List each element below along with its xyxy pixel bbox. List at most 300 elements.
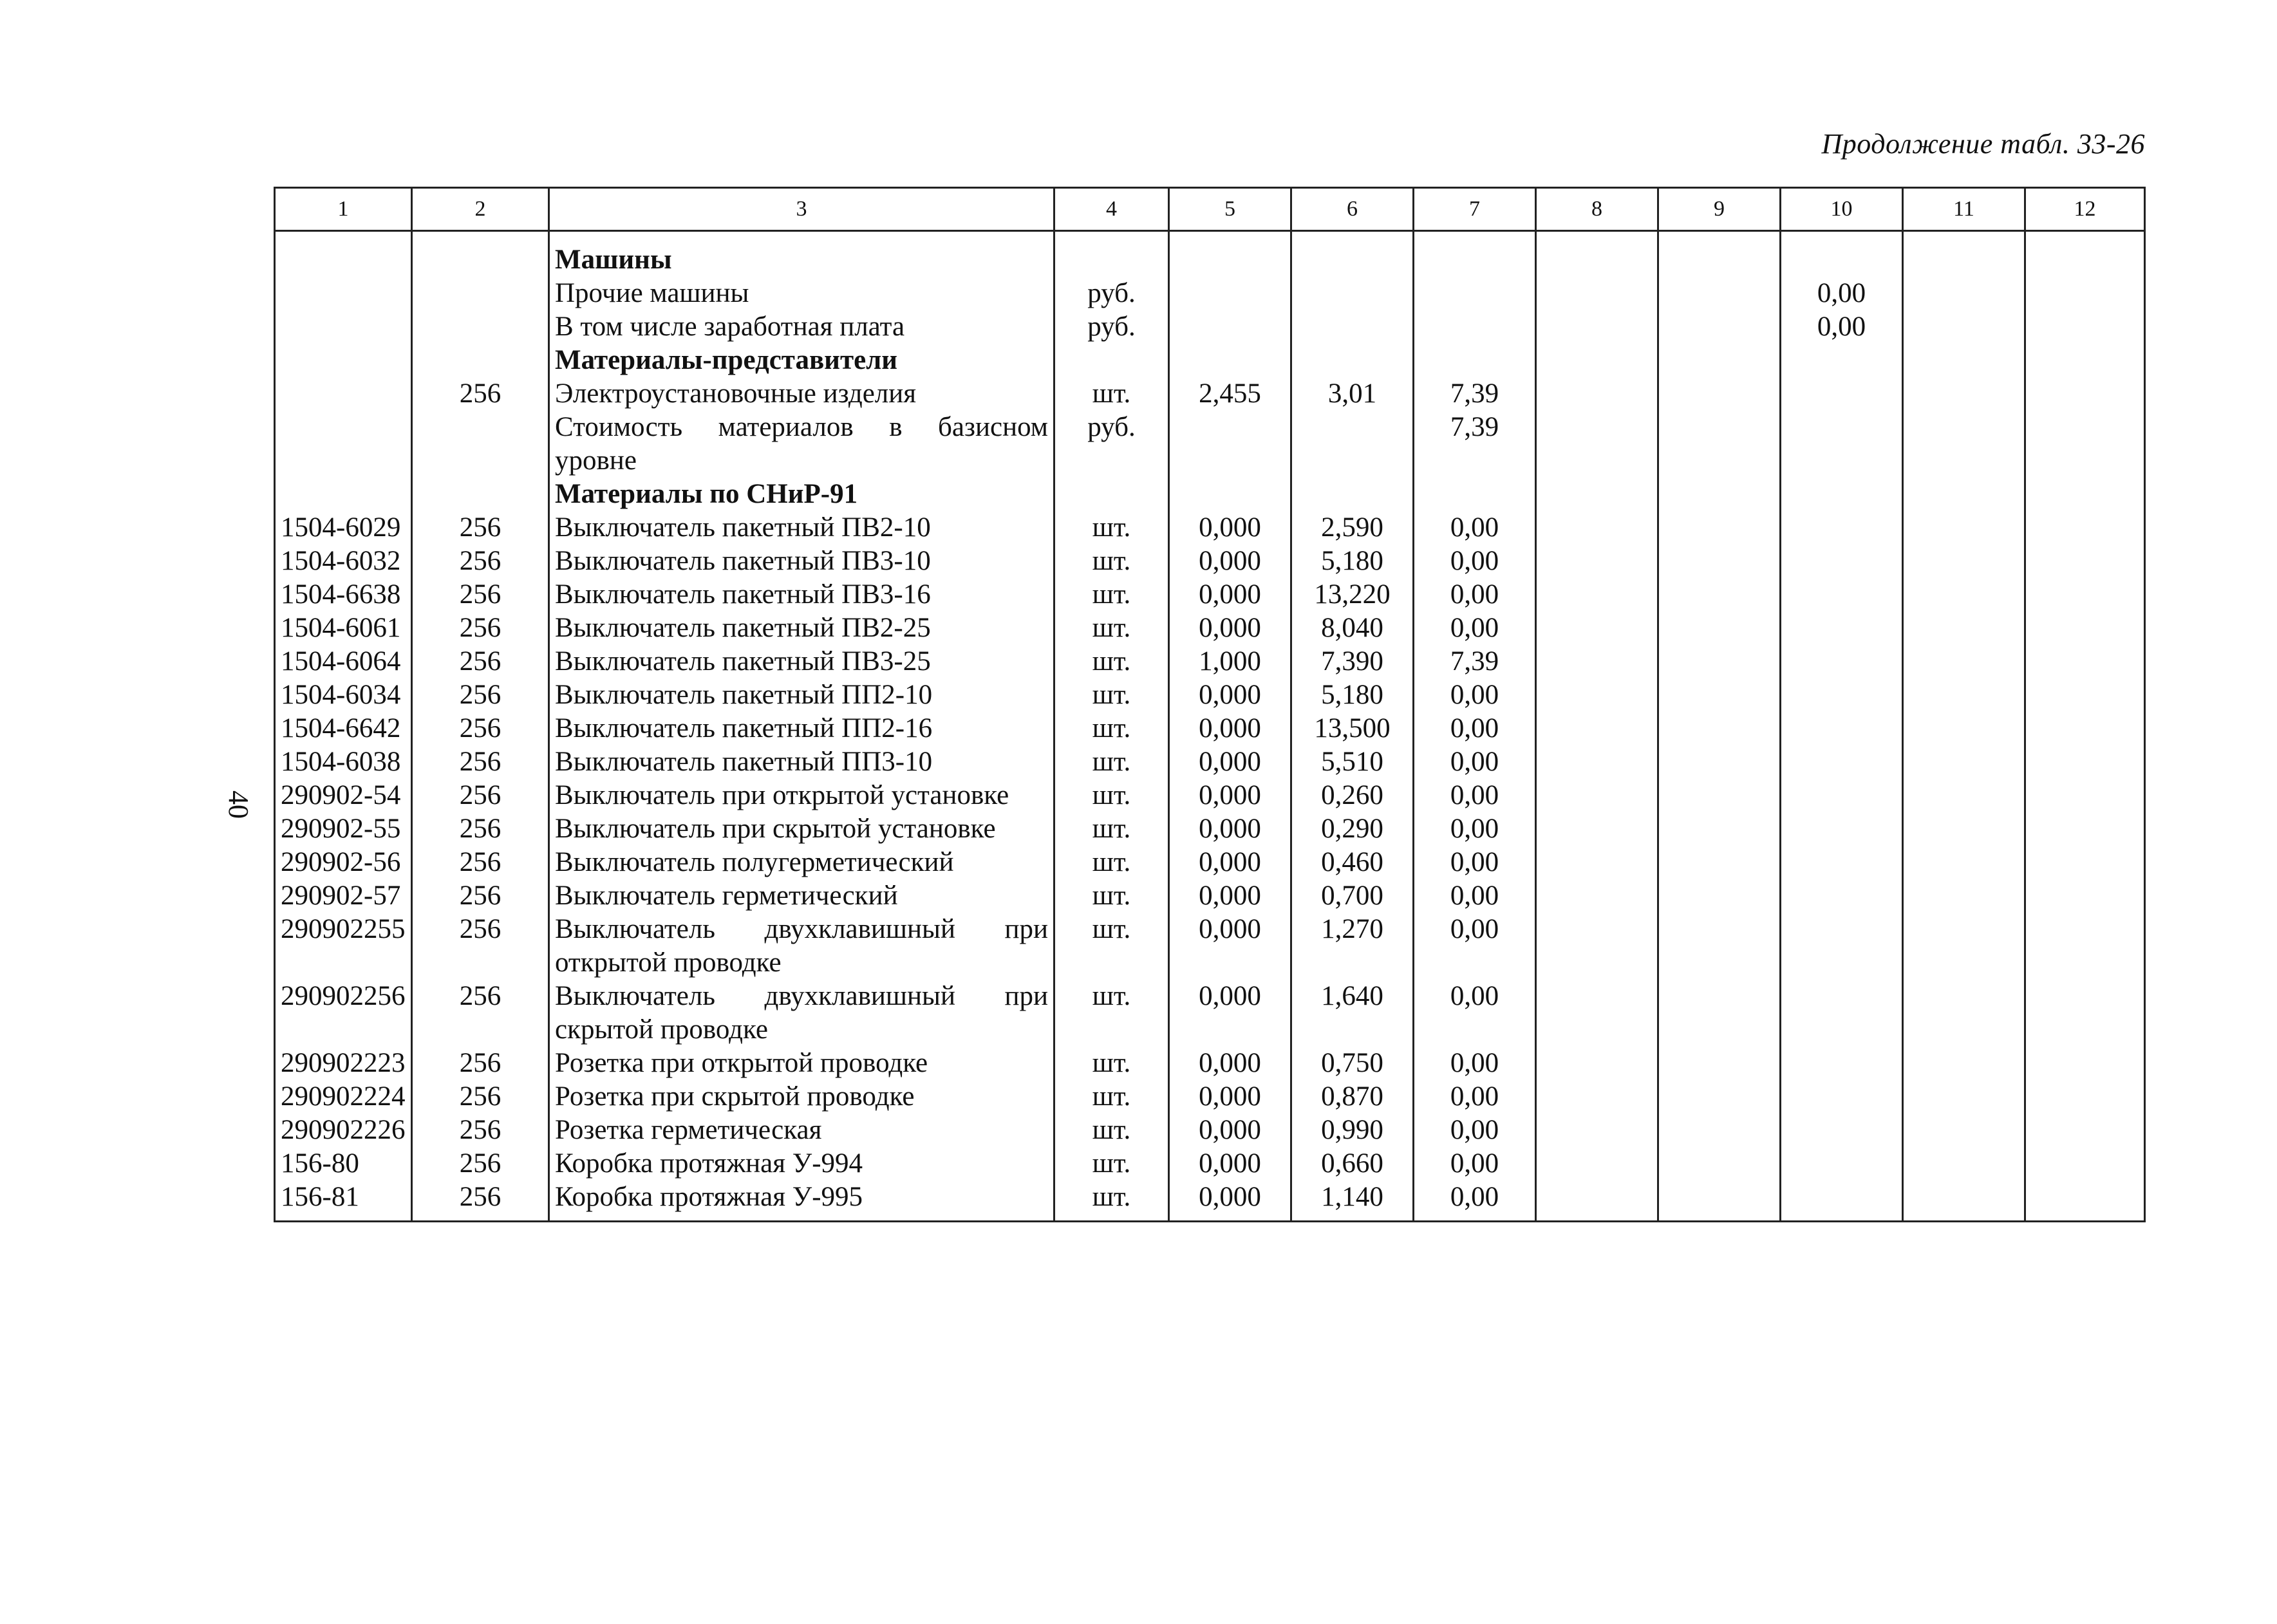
empty-cell <box>1658 411 1781 478</box>
resource-name-cell: Коробка протяжная У-994 <box>549 1147 1054 1181</box>
cost-cell: 7,39 <box>1414 645 1536 678</box>
empty-cell <box>1658 231 1781 277</box>
quantity-cell: 0,000 <box>1169 812 1291 846</box>
empty-cell <box>1536 1080 1658 1114</box>
unit-cell: шт. <box>1054 545 1169 578</box>
empty-cell <box>2025 879 2145 913</box>
resource-name-cell: Выключатель пакетный ПП2-16 <box>549 712 1054 745</box>
unit-cell: шт. <box>1054 812 1169 846</box>
unit-cell: руб. <box>1054 411 1169 478</box>
quantity-cell: 0,000 <box>1169 1080 1291 1114</box>
unit-cell: шт. <box>1054 1114 1169 1147</box>
empty-cell <box>1903 478 2025 511</box>
resource-name-cell: Выключатель пакетный ПП3-10 <box>549 745 1054 779</box>
unit-cell: шт. <box>1054 1047 1169 1080</box>
empty-cell <box>1658 913 1781 980</box>
cost-cell: 0,00 <box>1414 779 1536 812</box>
machine-cost-cell <box>1781 377 1903 411</box>
resource-name-cell: Выключатель при скрытой установке <box>549 812 1054 846</box>
empty-cell <box>1658 712 1781 745</box>
empty-cell <box>1903 745 2025 779</box>
empty-cell <box>1903 1047 2025 1080</box>
empty-cell <box>1658 779 1781 812</box>
resource-name-cell: Материалы-представители <box>549 344 1054 377</box>
cost-cell: 0,00 <box>1414 712 1536 745</box>
resource-group-cell: 256 <box>412 846 549 879</box>
empty-cell <box>1536 779 1658 812</box>
unit-price-cell: 1,270 <box>1291 913 1414 980</box>
resource-name-cell: Машины <box>549 231 1054 277</box>
empty-cell <box>2025 231 2145 277</box>
unit-cell: руб. <box>1054 277 1169 310</box>
machine-cost-cell <box>1781 231 1903 277</box>
empty-cell <box>2025 1080 2145 1114</box>
unit-cell: шт. <box>1054 879 1169 913</box>
unit-cell: шт. <box>1054 1080 1169 1114</box>
resource-group-cell: 256 <box>412 712 549 745</box>
resource-group-cell: 256 <box>412 812 549 846</box>
empty-cell <box>2025 578 2145 611</box>
unit-cell: шт. <box>1054 779 1169 812</box>
empty-cell <box>1658 611 1781 645</box>
resource-code-cell <box>275 231 412 277</box>
resource-group-cell: 256 <box>412 1080 549 1114</box>
empty-cell <box>1903 812 2025 846</box>
unit-price-cell: 5,510 <box>1291 745 1414 779</box>
cost-cell: 0,00 <box>1414 678 1536 712</box>
machine-cost-cell <box>1781 511 1903 545</box>
empty-cell <box>1658 678 1781 712</box>
empty-cell <box>1658 1047 1781 1080</box>
resource-name-cell: Выключатель пакетный ПВ3-25 <box>549 645 1054 678</box>
empty-cell <box>1536 578 1658 611</box>
resource-group-cell <box>412 231 549 277</box>
machine-cost-cell <box>1781 611 1903 645</box>
empty-cell <box>1536 478 1658 511</box>
resource-code-cell: 290902256 <box>275 980 412 1047</box>
resource-group-cell: 256 <box>412 377 549 411</box>
empty-cell <box>1903 678 2025 712</box>
cost-cell <box>1414 344 1536 377</box>
quantity-cell <box>1169 310 1291 344</box>
table-row <box>275 645 2145 678</box>
resource-code-cell: 1504-6032 <box>275 545 412 578</box>
quantity-cell: 0,000 <box>1169 1147 1291 1181</box>
column-header: 3 <box>549 188 1054 231</box>
machine-cost-cell <box>1781 745 1903 779</box>
empty-cell <box>1658 545 1781 578</box>
unit-cell: шт. <box>1054 1181 1169 1222</box>
empty-cell <box>1903 712 2025 745</box>
empty-cell <box>1536 411 1658 478</box>
table-row <box>275 879 2145 913</box>
resource-code-cell: 290902-55 <box>275 812 412 846</box>
unit-cell: шт. <box>1054 745 1169 779</box>
cost-cell: 0,00 <box>1414 578 1536 611</box>
table-row <box>275 1114 2145 1147</box>
resource-name-cell: Коробка протяжная У-995 <box>549 1181 1054 1222</box>
cost-cell: 0,00 <box>1414 1147 1536 1181</box>
machine-cost-cell: 0,00 <box>1781 310 1903 344</box>
resource-name-cell: Розетка при открытой проводке <box>549 1047 1054 1080</box>
empty-cell <box>2025 913 2145 980</box>
resource-code-cell: 1504-6638 <box>275 578 412 611</box>
unit-price-cell: 0,990 <box>1291 1114 1414 1147</box>
empty-cell <box>1536 1181 1658 1222</box>
resource-code-cell: 290902-56 <box>275 846 412 879</box>
cost-cell: 7,39 <box>1414 377 1536 411</box>
resource-code-cell: 1504-6061 <box>275 611 412 645</box>
machine-cost-cell <box>1781 1047 1903 1080</box>
unit-price-cell: 5,180 <box>1291 678 1414 712</box>
resource-code-cell: 1504-6034 <box>275 678 412 712</box>
empty-cell <box>1536 1114 1658 1147</box>
unit-price-cell: 13,220 <box>1291 578 1414 611</box>
unit-cell: шт. <box>1054 1147 1169 1181</box>
column-header: 6 <box>1291 188 1414 231</box>
empty-cell <box>2025 545 2145 578</box>
empty-cell <box>1903 611 2025 645</box>
resource-group-cell: 256 <box>412 745 549 779</box>
empty-cell <box>2025 377 2145 411</box>
resource-code-cell: 1504-6029 <box>275 511 412 545</box>
empty-cell <box>2025 344 2145 377</box>
quantity-cell: 0,000 <box>1169 611 1291 645</box>
resource-name-cell: Выключатель двухклавишный при открытой проводке <box>549 913 1054 980</box>
resource-name-cell: Розетка герметическая <box>549 1114 1054 1147</box>
empty-cell <box>1903 377 2025 411</box>
cost-cell <box>1414 277 1536 310</box>
empty-cell <box>2025 1147 2145 1181</box>
unit-cell <box>1054 344 1169 377</box>
empty-cell <box>1536 277 1658 310</box>
empty-cell <box>1536 712 1658 745</box>
unit-cell: шт. <box>1054 712 1169 745</box>
unit-price-cell <box>1291 231 1414 277</box>
empty-cell <box>1658 980 1781 1047</box>
empty-cell <box>2025 1114 2145 1147</box>
column-header: 5 <box>1169 188 1291 231</box>
quantity-cell: 1,000 <box>1169 645 1291 678</box>
resource-code-cell <box>275 411 412 478</box>
table-body <box>275 231 2145 1222</box>
table-row <box>275 779 2145 812</box>
empty-cell <box>1658 277 1781 310</box>
empty-cell <box>2025 980 2145 1047</box>
empty-cell <box>1536 1147 1658 1181</box>
machine-cost-cell <box>1781 980 1903 1047</box>
table-row <box>275 1147 2145 1181</box>
machine-cost-cell <box>1781 678 1903 712</box>
empty-cell <box>1903 511 2025 545</box>
column-header: 1 <box>275 188 412 231</box>
quantity-cell: 0,000 <box>1169 1047 1291 1080</box>
resource-name-cell: Материалы по СНиР-91 <box>549 478 1054 511</box>
empty-cell <box>1536 545 1658 578</box>
empty-cell <box>1536 980 1658 1047</box>
resource-code-cell: 156-80 <box>275 1147 412 1181</box>
unit-price-cell: 2,590 <box>1291 511 1414 545</box>
empty-cell <box>1903 545 2025 578</box>
column-header: 9 <box>1658 188 1781 231</box>
empty-cell <box>2025 645 2145 678</box>
unit-cell: шт. <box>1054 611 1169 645</box>
cost-cell <box>1414 478 1536 511</box>
resource-group-cell <box>412 478 549 511</box>
table-row <box>275 611 2145 645</box>
empty-cell <box>1658 310 1781 344</box>
resource-code-cell <box>275 377 412 411</box>
unit-price-cell: 0,870 <box>1291 1080 1414 1114</box>
empty-cell <box>2025 511 2145 545</box>
machine-cost-cell <box>1781 846 1903 879</box>
table-row <box>275 1181 2145 1222</box>
unit-price-cell: 13,500 <box>1291 712 1414 745</box>
empty-cell <box>1903 231 2025 277</box>
empty-cell <box>2025 310 2145 344</box>
empty-cell <box>2025 1047 2145 1080</box>
empty-cell <box>1658 377 1781 411</box>
cost-cell: 0,00 <box>1414 1114 1536 1147</box>
empty-cell <box>1536 1047 1658 1080</box>
quantity-cell: 0,000 <box>1169 745 1291 779</box>
empty-cell <box>1658 578 1781 611</box>
empty-cell <box>1536 645 1658 678</box>
quantity-cell <box>1169 344 1291 377</box>
resource-code-cell <box>275 344 412 377</box>
resource-code-cell: 290902255 <box>275 913 412 980</box>
unit-price-cell <box>1291 277 1414 310</box>
machine-cost-cell <box>1781 812 1903 846</box>
table-row <box>275 545 2145 578</box>
table-row <box>275 846 2145 879</box>
empty-cell <box>1658 846 1781 879</box>
unit-price-cell: 3,01 <box>1291 377 1414 411</box>
quantity-cell: 0,000 <box>1169 846 1291 879</box>
empty-cell <box>1903 310 2025 344</box>
table-row <box>275 812 2145 846</box>
empty-cell <box>1536 846 1658 879</box>
machine-cost-cell <box>1781 1147 1903 1181</box>
machine-cost-cell <box>1781 1080 1903 1114</box>
empty-cell <box>1658 645 1781 678</box>
cost-cell: 0,00 <box>1414 1080 1536 1114</box>
resource-name-cell: Выключатель полугерметический <box>549 846 1054 879</box>
empty-cell <box>2025 812 2145 846</box>
empty-cell <box>1903 980 2025 1047</box>
empty-cell <box>1903 846 2025 879</box>
unit-cell: шт. <box>1054 980 1169 1047</box>
quantity-cell: 0,000 <box>1169 779 1291 812</box>
resource-code-cell <box>275 478 412 511</box>
table-row <box>275 411 2145 478</box>
cost-cell: 0,00 <box>1414 846 1536 879</box>
unit-price-cell: 0,290 <box>1291 812 1414 846</box>
resource-name-cell: Выключатель пакетный ПВ2-10 <box>549 511 1054 545</box>
unit-price-cell: 1,140 <box>1291 1181 1414 1222</box>
resource-code-cell: 290902-57 <box>275 879 412 913</box>
cost-cell: 0,00 <box>1414 545 1536 578</box>
machine-cost-cell <box>1781 411 1903 478</box>
empty-cell <box>2025 745 2145 779</box>
resource-group-cell: 256 <box>412 611 549 645</box>
resource-group-cell: 256 <box>412 1114 549 1147</box>
column-number-row <box>275 188 2145 231</box>
empty-cell <box>1658 1181 1781 1222</box>
resource-code-cell: 290902226 <box>275 1114 412 1147</box>
quantity-cell: 0,000 <box>1169 1181 1291 1222</box>
resource-name-cell: В том числе заработная плата <box>549 310 1054 344</box>
empty-cell <box>1536 611 1658 645</box>
column-header: 8 <box>1536 188 1658 231</box>
unit-price-cell: 0,460 <box>1291 846 1414 879</box>
empty-cell <box>1536 678 1658 712</box>
empty-cell <box>1536 913 1658 980</box>
unit-price-cell: 0,700 <box>1291 879 1414 913</box>
unit-cell: шт. <box>1054 645 1169 678</box>
unit-price-cell <box>1291 344 1414 377</box>
empty-cell <box>1536 310 1658 344</box>
unit-price-cell: 0,260 <box>1291 779 1414 812</box>
quantity-cell: 0,000 <box>1169 913 1291 980</box>
resource-name-cell: Выключатель двухклавишный при скрытой проводке <box>549 980 1054 1047</box>
unit-price-cell: 7,390 <box>1291 645 1414 678</box>
cost-cell: 0,00 <box>1414 980 1536 1047</box>
table-row <box>275 1080 2145 1114</box>
resource-group-cell: 256 <box>412 1047 549 1080</box>
resource-group-cell: 256 <box>412 545 549 578</box>
cost-cell: 0,00 <box>1414 611 1536 645</box>
empty-cell <box>1658 1147 1781 1181</box>
unit-price-cell <box>1291 310 1414 344</box>
resource-code-cell <box>275 310 412 344</box>
empty-cell <box>1903 277 2025 310</box>
empty-cell <box>1536 511 1658 545</box>
resource-group-cell: 256 <box>412 578 549 611</box>
empty-cell <box>1536 231 1658 277</box>
empty-cell <box>1903 779 2025 812</box>
resource-name-cell: Выключатель пакетный ПВ3-10 <box>549 545 1054 578</box>
machine-cost-cell <box>1781 913 1903 980</box>
resource-code-cell: 1504-6064 <box>275 645 412 678</box>
empty-cell <box>1658 879 1781 913</box>
unit-cell: шт. <box>1054 846 1169 879</box>
quantity-cell: 0,000 <box>1169 712 1291 745</box>
resource-group-cell <box>412 310 549 344</box>
empty-cell <box>2025 277 2145 310</box>
resource-name-cell: Выключатель при открытой установке <box>549 779 1054 812</box>
empty-cell <box>1903 913 2025 980</box>
table-row <box>275 678 2145 712</box>
column-header: 10 <box>1781 188 1903 231</box>
resource-group-cell: 256 <box>412 913 549 980</box>
resource-code-cell: 290902223 <box>275 1047 412 1080</box>
resource-code-cell <box>275 277 412 310</box>
unit-cell <box>1054 231 1169 277</box>
section-row <box>275 231 2145 277</box>
quantity-cell: 0,000 <box>1169 578 1291 611</box>
empty-cell <box>2025 846 2145 879</box>
resource-group-cell <box>412 277 549 310</box>
cost-cell: 7,39 <box>1414 411 1536 478</box>
cost-cell <box>1414 231 1536 277</box>
table-row <box>275 277 2145 310</box>
unit-price-cell: 8,040 <box>1291 611 1414 645</box>
cost-cell: 0,00 <box>1414 913 1536 980</box>
cost-cell: 0,00 <box>1414 879 1536 913</box>
section-row <box>275 344 2145 377</box>
table-row <box>275 578 2145 611</box>
resource-name-cell: Выключатель пакетный ПВ2-25 <box>549 611 1054 645</box>
machine-cost-cell <box>1781 545 1903 578</box>
table-row <box>275 712 2145 745</box>
unit-price-cell: 0,750 <box>1291 1047 1414 1080</box>
table-row <box>275 511 2145 545</box>
machine-cost-cell <box>1781 645 1903 678</box>
unit-price-cell <box>1291 478 1414 511</box>
empty-cell <box>1903 1181 2025 1222</box>
empty-cell <box>1658 1114 1781 1147</box>
resource-name-cell: Выключатель пакетный ПП2-10 <box>549 678 1054 712</box>
empty-cell <box>2025 779 2145 812</box>
cost-cell: 0,00 <box>1414 745 1536 779</box>
machine-cost-cell <box>1781 1181 1903 1222</box>
resource-group-cell: 256 <box>412 1181 549 1222</box>
cost-cell: 0,00 <box>1414 1181 1536 1222</box>
resource-group-cell: 256 <box>412 511 549 545</box>
resource-group-cell: 256 <box>412 980 549 1047</box>
table-row <box>275 377 2145 411</box>
unit-price-cell: 1,640 <box>1291 980 1414 1047</box>
table-row <box>275 745 2145 779</box>
empty-cell <box>2025 611 2145 645</box>
resource-name-cell: Прочие машины <box>549 277 1054 310</box>
empty-cell <box>1658 812 1781 846</box>
unit-price-cell <box>1291 411 1414 478</box>
table-row <box>275 980 2145 1047</box>
unit-price-cell: 5,180 <box>1291 545 1414 578</box>
empty-cell <box>1536 812 1658 846</box>
empty-cell <box>1536 879 1658 913</box>
resource-table <box>274 187 2146 1222</box>
quantity-cell: 0,000 <box>1169 511 1291 545</box>
unit-cell <box>1054 478 1169 511</box>
table-row <box>275 310 2145 344</box>
table-continuation-caption: Продолжение табл. 33-26 <box>1821 128 2145 160</box>
quantity-cell <box>1169 411 1291 478</box>
quantity-cell: 2,455 <box>1169 377 1291 411</box>
empty-cell <box>1903 879 2025 913</box>
machine-cost-cell <box>1781 478 1903 511</box>
empty-cell <box>1658 478 1781 511</box>
resource-group-cell <box>412 411 549 478</box>
empty-cell <box>2025 478 2145 511</box>
section-row <box>275 478 2145 511</box>
machine-cost-cell <box>1781 344 1903 377</box>
unit-cell: руб. <box>1054 310 1169 344</box>
empty-cell <box>1658 511 1781 545</box>
resource-code-cell: 290902224 <box>275 1080 412 1114</box>
quantity-cell: 0,000 <box>1169 980 1291 1047</box>
empty-cell <box>1658 344 1781 377</box>
table-row <box>275 1047 2145 1080</box>
empty-cell <box>2025 678 2145 712</box>
empty-cell <box>1658 1080 1781 1114</box>
machine-cost-cell <box>1781 712 1903 745</box>
unit-cell: шт. <box>1054 377 1169 411</box>
unit-cell: шт. <box>1054 511 1169 545</box>
column-header: 12 <box>2025 188 2145 231</box>
